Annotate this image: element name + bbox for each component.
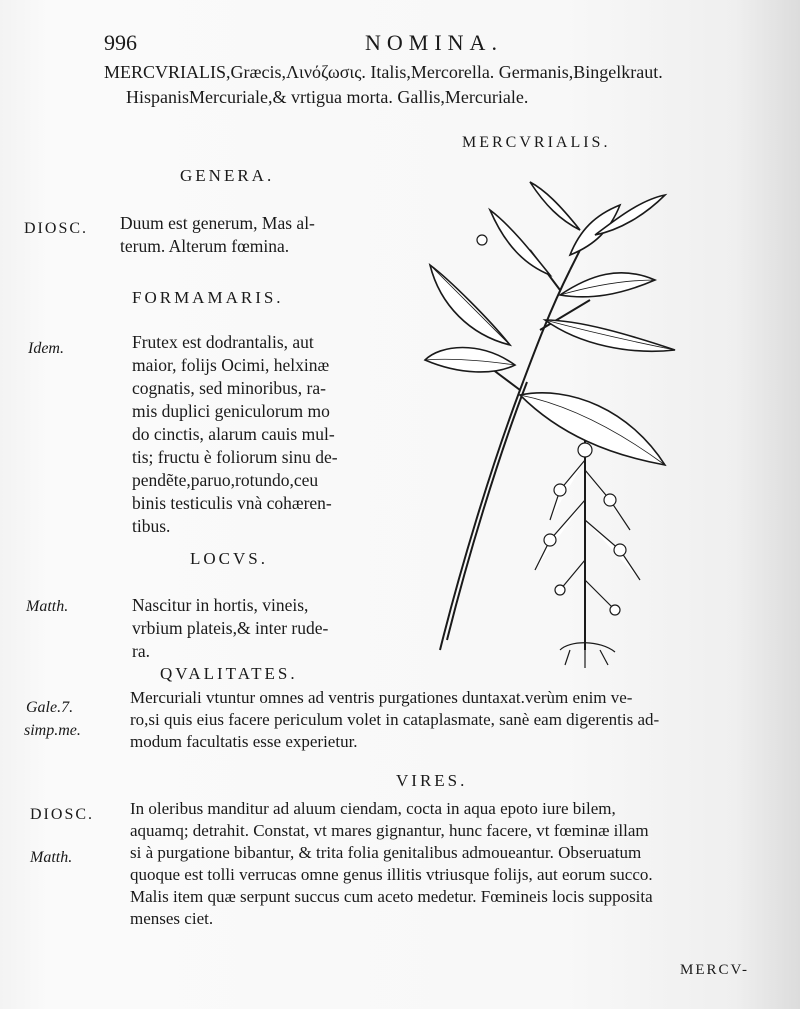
text-line: Mercuriali vtuntur omnes ad ventris purgationes duntaxat.verùm enim ve-: [130, 688, 633, 707]
text-line: binis testiculis vnà cohæren-: [132, 493, 332, 513]
text-line: mis duplici geniculorum mo: [132, 401, 330, 421]
heading-qualitates: QVALITATES.: [160, 664, 298, 683]
running-head: NOMINA.: [365, 30, 503, 55]
text-line: pendẽte,paruo,rotundo,ceu: [132, 470, 319, 490]
vires-text: [130, 798, 653, 930]
heading-locus: LOCVS.: [190, 549, 268, 568]
genera-text: [120, 212, 315, 258]
plant-leaves: [425, 182, 675, 465]
plant-names-line-2: HispanisMercuriale,& vrtigua morta. Gallis,Mercuriale.: [126, 87, 529, 107]
text-line: tis; fructu è foliorum sinu de-: [132, 447, 338, 467]
margin-note-idem: Idem.: [28, 340, 64, 357]
margin-note-simp: simp.me.: [24, 722, 81, 739]
text-line: si à purgatione bibantur, & trita folia genitalibus admoueantur. Obseruatum: [130, 843, 642, 862]
catchword: MERCV-: [680, 962, 749, 978]
illustration-caption: MERCVRIALIS.: [462, 134, 611, 151]
text-line: Duum est generum, Mas al-: [120, 213, 315, 233]
margin-note-gale: Gale.7.: [26, 699, 74, 716]
text-line: quoque est tolli verrucas omne genus illitis vtriusque folijs, aut eorum succo.: [130, 865, 653, 884]
text-line: Nascitur in hortis, vineis,: [132, 595, 309, 615]
plant-illustration: [420, 170, 690, 670]
heading-forma-maris: FORMAMARIS.: [132, 288, 284, 307]
text-line: do cinctis, alarum cauis mul-: [132, 424, 335, 444]
heading-genera: GENERA.: [180, 166, 275, 185]
qualitates-text: [130, 687, 659, 753]
text-line: maior, folijs Ocimi, helxinæ: [132, 355, 330, 375]
text-line: Malis item quæ serpunt succus cum aceto medetur. Fœmineis locis supposita: [130, 887, 653, 906]
margin-note-diosc: DIOSC.: [24, 220, 89, 237]
female-plant-sprig: [535, 443, 640, 668]
heading-vires: VIRES.: [396, 771, 468, 790]
text-line: terum. Alterum fœmina.: [120, 236, 290, 256]
margin-note-matth-2: Matth.: [30, 849, 73, 866]
text-line: cognatis, sed minoribus, ra-: [132, 378, 326, 398]
text-line: ro,si quis eius facere periculum volet in cataplasmate, sanè eam digerentis ad-: [130, 710, 660, 729]
fruit-icon: [477, 235, 487, 245]
text-line: In oleribus manditur ad aluum ciendam, cocta in aqua epoto iure bilem,: [130, 799, 616, 818]
plant-names-line-1: MERCVRIALIS,Græcis,Λινόζωσις. Italis,Mercorella. Germanis,Bingelkraut.: [104, 62, 663, 82]
text-line: Frutex est dodrantalis, aut: [132, 332, 314, 352]
text-line: tibus.: [132, 516, 171, 536]
plant-stems: [440, 220, 595, 650]
text-line: modum facultatis esse experietur.: [130, 732, 358, 751]
text-line: aquamq; detrahit. Constat, vt mares gignantur, hunc facere, vt fœminæ illam: [130, 821, 649, 840]
text-line: vrbium plateis,& inter rude-: [132, 618, 329, 638]
margin-note-diosc-2: DIOSC.: [30, 806, 95, 823]
locus-text: [132, 594, 328, 663]
page-number: 996: [104, 30, 137, 55]
text-line: menses ciet.: [130, 909, 214, 928]
forma-text: [132, 331, 338, 538]
margin-note-matth: Matth.: [26, 598, 69, 615]
text-line: ra.: [132, 641, 150, 661]
